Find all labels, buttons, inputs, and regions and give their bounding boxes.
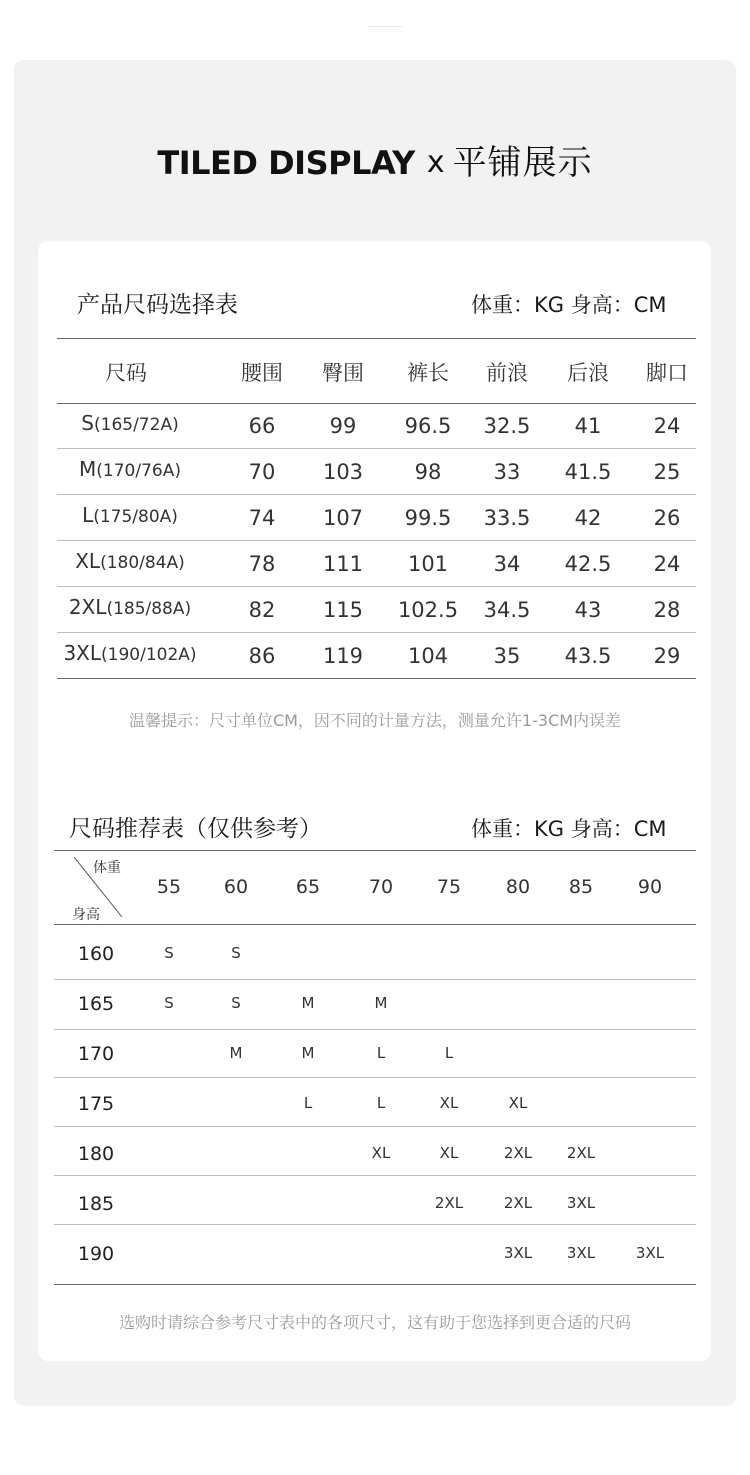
- recommend-size-cell: L: [303, 1094, 313, 1112]
- table-divider: [54, 924, 696, 925]
- size-chart-header: 脚口: [646, 361, 688, 385]
- size-chart-note: 温馨提示：尺寸单位CM，因不同的计量方法，测量允许1-3CM内误差: [128, 711, 622, 730]
- weight-header: 80: [505, 876, 531, 898]
- size-spec: (175/80A): [93, 507, 178, 527]
- recommend-size-cell: M: [374, 994, 388, 1012]
- size-chart-value: 82: [248, 598, 276, 622]
- table-divider: [57, 586, 696, 587]
- size-chart-header: 尺码: [105, 361, 147, 385]
- recommend-size-cell: S: [231, 994, 241, 1012]
- size-chart-value: 42: [574, 506, 602, 530]
- size-spec: (185/88A): [106, 599, 192, 619]
- size-chart-value: 32.5: [483, 414, 531, 438]
- height-label: 175: [77, 1093, 115, 1115]
- hero-title-cn: 平铺展示: [452, 143, 593, 183]
- size-chart-size-cell: [45, 451, 215, 487]
- size-code: M: [79, 457, 97, 481]
- size-chart-size-cell: [45, 589, 215, 625]
- size-chart-value: 34.5: [483, 598, 531, 622]
- recommend-size-cell: L: [376, 1044, 386, 1062]
- height-label: 180: [77, 1143, 115, 1165]
- size-chart-size-cell: [45, 497, 215, 533]
- recommend-size-cell: XL: [439, 1094, 459, 1112]
- size-chart-value: 99.5: [404, 506, 452, 530]
- size-chart-header: 臀围: [322, 361, 364, 385]
- size-chart-title: 产品尺码选择表: [77, 292, 238, 318]
- size-chart-value: 70: [248, 460, 276, 484]
- size-chart-value: 41.5: [564, 460, 612, 484]
- recommend-units: 体重：KG 身高：CM: [471, 817, 667, 841]
- size-chart-value: 24: [653, 414, 681, 438]
- size-chart-value: 86: [248, 644, 276, 668]
- recommend-size-cell: XL: [508, 1094, 528, 1112]
- table-divider: [57, 632, 696, 633]
- hero-title-x: x: [426, 145, 445, 180]
- size-chart-value: 99: [329, 414, 357, 438]
- size-spec: (165/72A): [94, 415, 179, 435]
- table-divider: [54, 979, 696, 980]
- size-spec: (190/102A): [101, 645, 197, 665]
- recommend-size-cell: M: [301, 994, 315, 1012]
- recommend-size-cell: 3XL: [503, 1244, 533, 1262]
- weight-header: 70: [368, 876, 394, 898]
- size-chart-value: 104: [407, 644, 449, 668]
- height-label: 160: [77, 943, 115, 965]
- size-chart-value: 43: [574, 598, 602, 622]
- table-divider: [54, 1077, 696, 1078]
- recommend-size-cell: S: [164, 944, 174, 962]
- size-spec: (180/84A): [100, 553, 185, 573]
- weight-header: 55: [156, 876, 182, 898]
- table-divider: [57, 338, 696, 339]
- corner-diagonal: [74, 857, 124, 919]
- size-chart-value: 42.5: [564, 552, 612, 576]
- recommend-size-cell: 2XL: [434, 1194, 464, 1212]
- recommend-note: 选购时请综合参考尺寸表中的各项尺寸，这有助于您选择到更合适的尺码: [118, 1313, 631, 1332]
- recommend-size-cell: 2XL: [566, 1144, 596, 1162]
- size-chart-value: 115: [322, 598, 364, 622]
- size-chart-value: 34: [493, 552, 521, 576]
- size-code: 3XL: [63, 641, 102, 665]
- size-chart-header: 前浪: [486, 361, 528, 385]
- size-chart-value: 33: [493, 460, 521, 484]
- size-chart-value: 119: [322, 644, 364, 668]
- size-chart-value: 26: [653, 506, 681, 530]
- table-divider: [54, 1175, 696, 1176]
- table-divider: [54, 850, 696, 851]
- recommend-title: 尺码推荐表（仅供参考）: [69, 816, 322, 842]
- table-divider: [57, 494, 696, 495]
- size-chart-value: 28: [653, 598, 681, 622]
- size-chart-value: 41: [574, 414, 602, 438]
- size-chart-value: 107: [322, 506, 364, 530]
- size-chart-value: 35: [493, 644, 521, 668]
- size-chart-value: 98: [414, 460, 442, 484]
- recommend-size-cell: 3XL: [635, 1244, 665, 1262]
- table-divider: [57, 448, 696, 449]
- height-label: 165: [77, 993, 115, 1015]
- recommend-size-cell: S: [164, 994, 174, 1012]
- table-divider: [54, 1224, 696, 1225]
- size-chart-value: 24: [653, 552, 681, 576]
- table-divider: [54, 1029, 696, 1030]
- size-chart-value: 78: [248, 552, 276, 576]
- recommend-size-cell: M: [229, 1044, 243, 1062]
- weight-header: 65: [295, 876, 321, 898]
- recommend-size-cell: 3XL: [566, 1244, 596, 1262]
- size-chart-value: 101: [407, 552, 449, 576]
- hero-title: [0, 141, 750, 185]
- recommend-size-cell: L: [376, 1094, 386, 1112]
- size-chart-header: 裤长: [407, 361, 449, 385]
- table-divider: [54, 1284, 696, 1285]
- top-divider: [368, 26, 402, 27]
- size-code: L: [82, 503, 94, 527]
- table-divider: [57, 540, 696, 541]
- weight-header: 85: [568, 876, 594, 898]
- size-chart-units: 体重：KG 身高：CM: [471, 293, 667, 317]
- size-spec: (170/76A): [96, 461, 181, 481]
- height-label: 170: [77, 1043, 115, 1065]
- size-chart-value: 29: [653, 644, 681, 668]
- size-chart-header: 后浪: [567, 361, 609, 385]
- recommend-size-cell: 3XL: [566, 1194, 596, 1212]
- size-chart-value: 43.5: [564, 644, 612, 668]
- hero-title-en: TILED DISPLAY: [157, 144, 415, 182]
- recommend-size-cell: L: [444, 1044, 454, 1062]
- size-chart-size-cell: [45, 635, 215, 671]
- size-code: 2XL: [68, 595, 107, 619]
- size-chart-value: 25: [653, 460, 681, 484]
- size-chart-header: 腰围: [241, 361, 283, 385]
- size-chart-value: 103: [322, 460, 364, 484]
- recommend-size-cell: XL: [371, 1144, 391, 1162]
- size-chart-value: 66: [248, 414, 276, 438]
- size-chart-value: 96.5: [404, 414, 452, 438]
- size-chart-value: 74: [248, 506, 276, 530]
- size-chart-size-cell: [45, 405, 215, 441]
- size-chart-size-cell: [45, 543, 215, 579]
- recommend-size-cell: M: [301, 1044, 315, 1062]
- size-chart-value: 33.5: [483, 506, 531, 530]
- size-chart-value: 111: [322, 552, 364, 576]
- table-divider: [57, 678, 696, 679]
- size-code: S: [81, 411, 94, 435]
- recommend-size-cell: XL: [439, 1144, 459, 1162]
- corner-weight-label: 体重: [93, 860, 121, 876]
- size-chart-value: 102.5: [397, 598, 459, 622]
- weight-header: 60: [223, 876, 249, 898]
- height-label: 190: [77, 1243, 115, 1265]
- size-code: XL: [75, 549, 101, 573]
- recommend-size-cell: 2XL: [503, 1194, 533, 1212]
- table-divider: [57, 403, 696, 404]
- corner-height-label: 身高: [72, 907, 100, 923]
- weight-header: 90: [637, 876, 663, 898]
- recommend-size-cell: S: [231, 944, 241, 962]
- height-label: 185: [77, 1193, 115, 1215]
- table-divider: [54, 1126, 696, 1127]
- recommend-size-cell: 2XL: [503, 1144, 533, 1162]
- weight-header: 75: [436, 876, 462, 898]
